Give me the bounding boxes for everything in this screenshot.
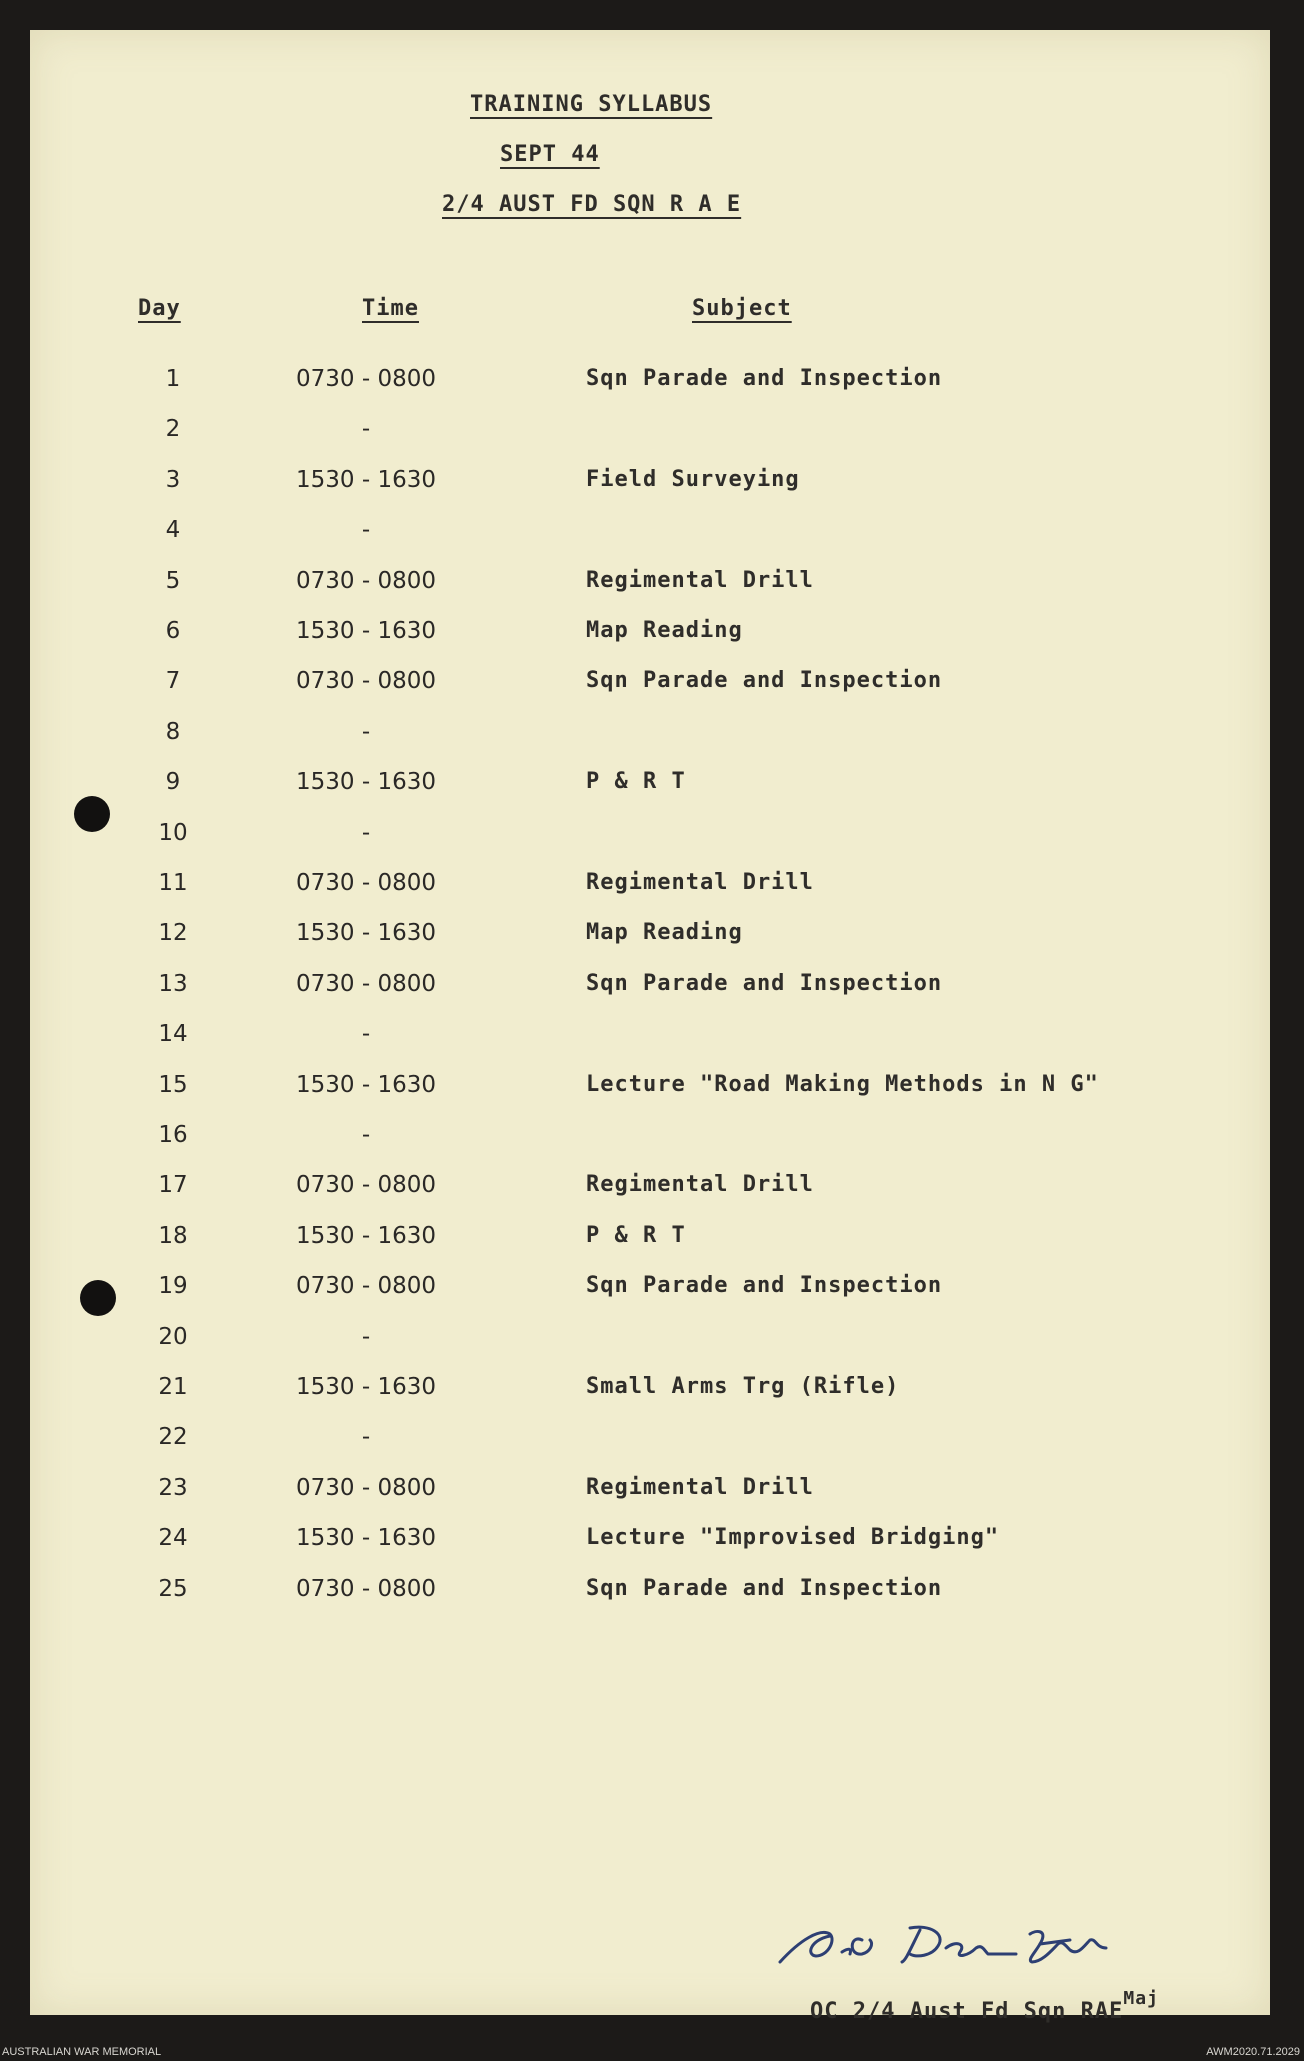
subject-cell: Sqn Parade and Inspection xyxy=(586,366,943,391)
time-cell: 0730 - 0800 xyxy=(296,366,436,392)
subject-cell: Regimental Drill xyxy=(586,1474,814,1500)
table-row xyxy=(30,870,1270,910)
day-cell: 4 xyxy=(165,517,181,544)
day-cell: 16 xyxy=(158,1122,188,1148)
table-row xyxy=(30,971,1270,1011)
table-row xyxy=(30,1324,1270,1364)
time-cell: - xyxy=(361,416,371,443)
signatory-caption xyxy=(810,1988,1159,2024)
time-cell: 0730 - 0800 xyxy=(296,567,436,594)
table-row xyxy=(30,719,1270,759)
day-cell: 8 xyxy=(165,718,181,745)
time-cell: 0730 - 0800 xyxy=(296,1474,436,1501)
day-cell: 12 xyxy=(158,920,188,947)
subject-cell: Sqn Parade and Inspection xyxy=(586,970,943,996)
table-row xyxy=(30,1576,1270,1616)
table-row xyxy=(30,1223,1270,1263)
time-cell: 1530 - 1630 xyxy=(296,1374,436,1400)
time-cell: 1530 - 1630 xyxy=(296,1071,436,1098)
day-cell: 11 xyxy=(158,870,188,896)
subject-cell: Map Reading xyxy=(586,618,743,643)
day-cell: 23 xyxy=(158,1474,188,1501)
day-cell: 3 xyxy=(165,466,181,493)
time-cell: - xyxy=(361,819,371,846)
table-row xyxy=(30,1122,1270,1162)
subject-cell: Map Reading xyxy=(586,920,743,946)
subject-cell: Sqn Parade and Inspection xyxy=(586,1273,943,1299)
time-cell: - xyxy=(361,1323,371,1350)
subject-cell: Regimental Drill xyxy=(586,1172,814,1198)
table-row xyxy=(30,366,1270,406)
table-row xyxy=(30,568,1270,608)
day-cell: 20 xyxy=(158,1323,188,1350)
time-cell: 1530 - 1630 xyxy=(296,920,436,947)
day-cell: 1 xyxy=(165,366,181,392)
subject-cell: P & R T xyxy=(586,1222,686,1248)
day-cell: 25 xyxy=(158,1575,188,1602)
time-cell: - xyxy=(361,1424,371,1451)
day-cell: 24 xyxy=(158,1525,188,1552)
day-cell: 5 xyxy=(165,567,181,594)
time-cell: - xyxy=(361,718,371,745)
time-cell: 1530 - 1630 xyxy=(296,618,436,644)
document-period: SEPT 44 xyxy=(500,142,600,167)
day-cell: 13 xyxy=(158,970,188,997)
table-row xyxy=(30,1475,1270,1515)
table-row xyxy=(30,769,1270,809)
subject-cell: Lecture "Road Making Methods in N G" xyxy=(586,1071,1099,1097)
signature-block xyxy=(770,1900,1190,2024)
table-row xyxy=(30,517,1270,557)
subject-cell: Sqn Parade and Inspection xyxy=(586,1575,943,1601)
subject-cell: Regimental Drill xyxy=(586,567,814,593)
day-cell: 9 xyxy=(165,769,181,796)
time-cell: 0730 - 0800 xyxy=(296,970,436,997)
document-page xyxy=(30,30,1270,2024)
subject-cell: Small Arms Trg (Rifle) xyxy=(586,1374,900,1399)
footer-institution: AUSTRALIAN WAR MEMORIAL xyxy=(2,2046,162,2058)
time-cell: 1530 - 1630 xyxy=(296,1222,436,1249)
time-cell: - xyxy=(361,1122,371,1148)
subject-cell: Field Surveying xyxy=(586,466,800,492)
table-row xyxy=(30,1374,1270,1414)
table-row xyxy=(30,1525,1270,1565)
day-cell: 18 xyxy=(158,1222,188,1249)
time-cell: - xyxy=(361,517,371,544)
document-title: TRAINING SYLLABUS xyxy=(470,92,713,117)
day-cell: 6 xyxy=(165,618,181,644)
footer-accession-number: AWM2020.71.2029 xyxy=(1206,2046,1300,2058)
time-cell: 0730 - 0800 xyxy=(296,1172,436,1199)
column-header-subject: Subject xyxy=(692,296,792,321)
punch-hole-lower xyxy=(80,1280,116,1316)
day-cell: 22 xyxy=(158,1424,188,1451)
subject-cell: Sqn Parade and Inspection xyxy=(586,668,943,694)
time-cell: - xyxy=(361,1021,371,1048)
day-cell: 14 xyxy=(158,1021,188,1048)
subject-cell: P & R T xyxy=(586,769,686,795)
day-cell: 19 xyxy=(158,1273,188,1300)
time-cell: 1530 - 1630 xyxy=(296,1525,436,1552)
time-cell: 0730 - 0800 xyxy=(296,870,436,896)
day-cell: 17 xyxy=(158,1172,188,1199)
day-cell: 2 xyxy=(165,416,181,443)
table-row xyxy=(30,1424,1270,1464)
subject-cell: Lecture "Improvised Bridging" xyxy=(586,1525,1000,1551)
table-row xyxy=(30,920,1270,960)
time-cell: 1530 - 1630 xyxy=(296,466,436,493)
day-cell: 7 xyxy=(165,668,181,695)
day-cell: 21 xyxy=(158,1374,188,1400)
table-row xyxy=(30,467,1270,507)
document-unit: 2/4 AUST FD SQN R A E xyxy=(442,192,742,217)
handwritten-signature xyxy=(770,1900,1170,1980)
column-header-day: Day xyxy=(138,296,181,321)
time-cell: 0730 - 0800 xyxy=(296,1273,436,1300)
signatory-title: OC 2/4 Aust Fd Sqn RAE xyxy=(810,1999,1124,2024)
table-row xyxy=(30,1072,1270,1112)
day-cell: 10 xyxy=(158,819,188,846)
day-cell: 15 xyxy=(158,1071,188,1098)
table-row xyxy=(30,416,1270,456)
table-row xyxy=(30,1273,1270,1313)
subject-cell: Regimental Drill xyxy=(586,870,814,895)
column-header-time: Time xyxy=(362,296,419,321)
punch-hole-upper xyxy=(74,796,110,832)
time-cell: 0730 - 0800 xyxy=(296,1575,436,1602)
table-row xyxy=(30,618,1270,658)
time-cell: 0730 - 0800 xyxy=(296,668,436,695)
table-row xyxy=(30,820,1270,860)
table-row xyxy=(30,1021,1270,1061)
table-row xyxy=(30,1172,1270,1212)
table-row xyxy=(30,668,1270,708)
signatory-rank: Maj xyxy=(1123,1988,1159,2009)
time-cell: 1530 - 1630 xyxy=(296,769,436,796)
